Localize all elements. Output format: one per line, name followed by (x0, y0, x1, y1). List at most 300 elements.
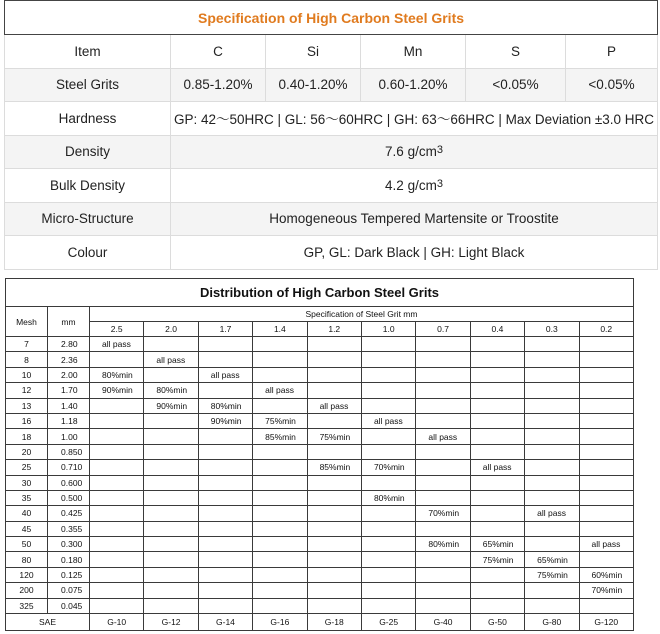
sae-grade: G-10 (90, 614, 144, 631)
spec-grit-header: Specification of Steel Grit mm (90, 307, 634, 322)
steel-grits-si: 0.40-1.20% (266, 68, 361, 102)
distribution-cell (144, 367, 198, 382)
distribution-cell (253, 537, 307, 552)
mm-value: 0.425 (48, 506, 90, 521)
mesh-value: 50 (6, 537, 48, 552)
distribution-cell (361, 567, 415, 582)
size-header: 2.0 (144, 322, 198, 337)
mm-value: 0.180 (48, 552, 90, 567)
distribution-cell (525, 521, 579, 536)
distribution-cell (361, 352, 415, 367)
sae-grade: G-14 (198, 614, 252, 631)
mm-value: 1.00 (48, 429, 90, 444)
distribution-cell (579, 398, 633, 413)
distribution-cell (307, 506, 361, 521)
distribution-cell (198, 429, 252, 444)
steel-grits-s: <0.05% (466, 68, 566, 102)
distribution-cell (90, 398, 144, 413)
distribution-cell (361, 583, 415, 598)
distribution-cell (90, 567, 144, 582)
distribution-cell (361, 521, 415, 536)
distribution-cell (90, 552, 144, 567)
distribution-cell (307, 475, 361, 490)
density-label: Density (5, 135, 171, 169)
spec-title: Specification of High Carbon Steel Grits (5, 1, 658, 35)
mesh-value: 35 (6, 490, 48, 505)
table-row (6, 552, 634, 567)
distribution-cell (579, 521, 633, 536)
distribution-cell (361, 598, 415, 613)
distribution-cell (579, 413, 633, 428)
distribution-cell (198, 552, 252, 567)
distribution-cell (525, 460, 579, 475)
distribution-cell: 80%min (90, 367, 144, 382)
distribution-cell: all pass (198, 367, 252, 382)
distribution-cell (307, 413, 361, 428)
bulk-density-value: 4.2 g/cm (385, 177, 437, 193)
distribution-cell: 75%min (470, 552, 524, 567)
header-s: S (466, 35, 566, 69)
hardness-label: Hardness (5, 102, 171, 136)
distribution-cell (525, 583, 579, 598)
distribution-cell (198, 352, 252, 367)
distribution-cell (579, 552, 633, 567)
distribution-cell (416, 460, 470, 475)
distribution-cell (198, 567, 252, 582)
distribution-cell: 75%min (525, 567, 579, 582)
spec-title-row (5, 1, 658, 35)
distribution-cell: 85%min (253, 429, 307, 444)
distribution-cell: 60%min (579, 567, 633, 582)
sae-grade: G-25 (361, 614, 415, 631)
steel-grits-label: Steel Grits (5, 68, 171, 102)
distribution-cell (253, 552, 307, 567)
distribution-cell: all pass (525, 506, 579, 521)
distribution-cell (307, 598, 361, 613)
distribution-cell: 65%min (470, 537, 524, 552)
density-row (5, 135, 658, 169)
distribution-cell (198, 490, 252, 505)
distribution-cell (144, 567, 198, 582)
mm-header: mm (48, 307, 90, 337)
distribution-cell (90, 598, 144, 613)
distribution-cell: all pass (144, 352, 198, 367)
distribution-cell (525, 444, 579, 459)
distribution-cell: 80%min (361, 490, 415, 505)
distribution-cell: 80%min (416, 537, 470, 552)
header-c: C (171, 35, 266, 69)
size-header: 0.7 (416, 322, 470, 337)
specification-table (4, 0, 658, 270)
distribution-cell (253, 398, 307, 413)
size-header: 1.4 (253, 322, 307, 337)
distribution-title: Distribution of High Carbon Steel Grits (6, 279, 634, 307)
bulk-density-label: Bulk Density (5, 169, 171, 203)
distribution-cell (90, 583, 144, 598)
distribution-cell (198, 537, 252, 552)
bulk-density-row (5, 169, 658, 203)
bulk-density-unit-exponent: 3 (436, 177, 443, 190)
distribution-cell (470, 367, 524, 382)
mesh-value: 13 (6, 398, 48, 413)
hardness-row (5, 102, 658, 136)
distribution-cell: 80%min (144, 383, 198, 398)
distribution-cell (470, 383, 524, 398)
distribution-cell (90, 460, 144, 475)
mm-value: 0.710 (48, 460, 90, 475)
distribution-cell (198, 444, 252, 459)
distribution-cell (361, 537, 415, 552)
distribution-cell (90, 429, 144, 444)
distribution-cell (198, 460, 252, 475)
distribution-cell (579, 367, 633, 382)
distribution-cell (579, 490, 633, 505)
distribution-cell (307, 383, 361, 398)
distribution-cell: 80%min (198, 398, 252, 413)
distribution-cell: 90%min (198, 413, 252, 428)
distribution-cell (470, 352, 524, 367)
colour-row (5, 236, 658, 270)
distribution-cell (525, 429, 579, 444)
distribution-cell (307, 521, 361, 536)
steel-grits-c: 0.85-1.20% (171, 68, 266, 102)
distribution-cell (144, 490, 198, 505)
distribution-cell (253, 521, 307, 536)
distribution-cell (525, 598, 579, 613)
distribution-cell: all pass (90, 337, 144, 352)
distribution-cell: all pass (253, 383, 307, 398)
distribution-cell (579, 506, 633, 521)
distribution-cell (198, 521, 252, 536)
distribution-cell (144, 506, 198, 521)
distribution-cell (525, 475, 579, 490)
distribution-cell (525, 352, 579, 367)
size-header-row (6, 322, 634, 337)
size-header: 2.5 (90, 322, 144, 337)
distribution-cell (470, 567, 524, 582)
distribution-cell (416, 383, 470, 398)
distribution-cell (144, 537, 198, 552)
mm-value: 0.850 (48, 444, 90, 459)
mesh-value: 7 (6, 337, 48, 352)
distribution-cell (416, 583, 470, 598)
distribution-cell (307, 367, 361, 382)
sae-label: SAE (6, 614, 90, 631)
distribution-cell: 70%min (579, 583, 633, 598)
distribution-cell (416, 352, 470, 367)
mm-value: 0.125 (48, 567, 90, 582)
distribution-cell (525, 337, 579, 352)
mesh-header: Mesh (6, 307, 48, 337)
mesh-value: 12 (6, 383, 48, 398)
header-si: Si (266, 35, 361, 69)
mesh-value: 200 (6, 583, 48, 598)
distribution-cell (579, 598, 633, 613)
distribution-cell: 70%min (361, 460, 415, 475)
size-header: 0.3 (525, 322, 579, 337)
distribution-cell: all pass (361, 413, 415, 428)
mesh-value: 20 (6, 444, 48, 459)
distribution-cell (579, 352, 633, 367)
mesh-value: 16 (6, 413, 48, 428)
distribution-cell (525, 367, 579, 382)
spec-header-row (5, 35, 658, 69)
distribution-cell: all pass (470, 460, 524, 475)
distribution-cell (307, 537, 361, 552)
distribution-cell (361, 506, 415, 521)
colour-label: Colour (5, 236, 171, 270)
distribution-cell (144, 552, 198, 567)
sae-grade: G-12 (144, 614, 198, 631)
table-row (6, 383, 634, 398)
sae-grade: G-40 (416, 614, 470, 631)
distribution-cell (307, 583, 361, 598)
distribution-cell (470, 598, 524, 613)
distribution-cell (198, 383, 252, 398)
distribution-cell (470, 475, 524, 490)
distribution-cell (144, 429, 198, 444)
mesh-value: 8 (6, 352, 48, 367)
size-header: 0.2 (579, 322, 633, 337)
size-header: 0.4 (470, 322, 524, 337)
distribution-cell (90, 490, 144, 505)
mm-value: 0.075 (48, 583, 90, 598)
mm-value: 1.70 (48, 383, 90, 398)
distribution-cell (361, 475, 415, 490)
distribution-cell (144, 521, 198, 536)
table-row (6, 413, 634, 428)
distribution-cell (579, 337, 633, 352)
bulk-density-cell (171, 169, 658, 203)
distribution-cell: 85%min (307, 460, 361, 475)
hardness-value: GP: 42～50HRC | GL: 56～60HRC | GH: 63～66HRC | Max Deviation ±3.0 HRC (171, 102, 658, 136)
distribution-cell (90, 444, 144, 459)
distribution-cell (198, 337, 252, 352)
distribution-cell (470, 398, 524, 413)
table-row (6, 567, 634, 582)
table-row (6, 475, 634, 490)
micro-structure-value: Homogeneous Tempered Martensite or Troostite (171, 202, 658, 236)
distribution-cell (253, 367, 307, 382)
distribution-cell (253, 583, 307, 598)
distribution-cell (525, 490, 579, 505)
distribution-cell (416, 475, 470, 490)
distribution-cell (470, 521, 524, 536)
distribution-cell (307, 337, 361, 352)
distribution-cell (144, 337, 198, 352)
mesh-value: 80 (6, 552, 48, 567)
mesh-value: 18 (6, 429, 48, 444)
mesh-value: 30 (6, 475, 48, 490)
distribution-cell (144, 598, 198, 613)
distribution-cell (307, 567, 361, 582)
distribution-cell (416, 490, 470, 505)
distribution-cell (253, 567, 307, 582)
distribution-cell (416, 367, 470, 382)
distribution-cell (361, 337, 415, 352)
distribution-cell (144, 475, 198, 490)
header-p: P (566, 35, 658, 69)
distribution-cell (253, 490, 307, 505)
distribution-cell (361, 398, 415, 413)
distribution-cell (470, 337, 524, 352)
distribution-cell (253, 352, 307, 367)
colour-value: GP, GL: Dark Black | GH: Light Black (171, 236, 658, 270)
distribution-cell (90, 537, 144, 552)
distribution-cell (579, 460, 633, 475)
distribution-cell (416, 398, 470, 413)
distribution-cell (525, 398, 579, 413)
size-header: 1.2 (307, 322, 361, 337)
distribution-cell (579, 429, 633, 444)
distribution-cell (307, 490, 361, 505)
distribution-cell: 70%min (416, 506, 470, 521)
table-row (6, 352, 634, 367)
distribution-cell (253, 598, 307, 613)
micro-structure-label: Micro-Structure (5, 202, 171, 236)
table-row (6, 583, 634, 598)
distribution-cell (198, 475, 252, 490)
distribution-cell (579, 475, 633, 490)
mm-value: 0.300 (48, 537, 90, 552)
distribution-cell: all pass (416, 429, 470, 444)
distribution-cell (198, 506, 252, 521)
distribution-cell (307, 444, 361, 459)
steel-grits-row (5, 68, 658, 102)
mesh-value: 120 (6, 567, 48, 582)
distribution-cell (198, 598, 252, 613)
mesh-value: 40 (6, 506, 48, 521)
density-value: 7.6 g/cm (385, 144, 437, 160)
distribution-cell (144, 583, 198, 598)
distribution-cell (579, 444, 633, 459)
distribution-cell (416, 444, 470, 459)
distribution-cell (470, 490, 524, 505)
distribution-cell (470, 583, 524, 598)
table-row (6, 367, 634, 382)
distribution-cell (416, 598, 470, 613)
mm-value: 2.00 (48, 367, 90, 382)
distribution-figure (5, 278, 635, 630)
table-row (6, 337, 634, 352)
mm-value: 1.18 (48, 413, 90, 428)
distribution-cell (416, 567, 470, 582)
distribution-cell (416, 521, 470, 536)
density-cell (171, 135, 658, 169)
size-header: 1.0 (361, 322, 415, 337)
table-row (6, 521, 634, 536)
distribution-cell (144, 413, 198, 428)
distribution-title-row (6, 279, 634, 307)
sae-grade: G-120 (579, 614, 633, 631)
table-row (6, 598, 634, 613)
distribution-cell (416, 552, 470, 567)
distribution-cell (361, 429, 415, 444)
distribution-cell (470, 429, 524, 444)
distribution-cell (470, 444, 524, 459)
mm-value: 1.40 (48, 398, 90, 413)
table-row (6, 537, 634, 552)
table-row (6, 490, 634, 505)
distribution-cell (253, 475, 307, 490)
steel-grits-mn: 0.60-1.20% (361, 68, 466, 102)
distribution-cell (416, 337, 470, 352)
header-item: Item (5, 35, 171, 69)
mm-value: 0.355 (48, 521, 90, 536)
distribution-cell: 65%min (525, 552, 579, 567)
distribution-cell (579, 383, 633, 398)
mm-value: 0.600 (48, 475, 90, 490)
table-row (6, 460, 634, 475)
distribution-cell (253, 460, 307, 475)
distribution-cell (525, 537, 579, 552)
header-mn: Mn (361, 35, 466, 69)
table-row (6, 398, 634, 413)
distribution-cell: all pass (579, 537, 633, 552)
distribution-cell (144, 460, 198, 475)
density-unit-exponent: 3 (436, 144, 443, 157)
distribution-cell (90, 413, 144, 428)
distribution-cell (144, 444, 198, 459)
mesh-value: 25 (6, 460, 48, 475)
distribution-cell (416, 413, 470, 428)
distribution-cell (361, 444, 415, 459)
distribution-cell (253, 506, 307, 521)
distribution-cell (525, 383, 579, 398)
distribution-cell: 90%min (90, 383, 144, 398)
distribution-header-row (6, 307, 634, 322)
distribution-cell (253, 337, 307, 352)
distribution-cell (90, 521, 144, 536)
size-header: 1.7 (198, 322, 252, 337)
micro-structure-row (5, 202, 658, 236)
distribution-cell: 90%min (144, 398, 198, 413)
distribution-cell (361, 383, 415, 398)
mesh-value: 10 (6, 367, 48, 382)
distribution-table (5, 278, 634, 631)
sae-grade: G-80 (525, 614, 579, 631)
distribution-cell (90, 352, 144, 367)
distribution-cell (525, 413, 579, 428)
distribution-cell: all pass (307, 398, 361, 413)
distribution-cell (90, 475, 144, 490)
distribution-cell (307, 552, 361, 567)
sae-grade: G-50 (470, 614, 524, 631)
table-row (6, 506, 634, 521)
distribution-cell (361, 552, 415, 567)
mm-value: 2.36 (48, 352, 90, 367)
mm-value: 0.045 (48, 598, 90, 613)
mesh-value: 325 (6, 598, 48, 613)
distribution-cell: 75%min (307, 429, 361, 444)
mesh-value: 45 (6, 521, 48, 536)
distribution-cell (361, 367, 415, 382)
sae-grade: G-18 (307, 614, 361, 631)
table-row (6, 429, 634, 444)
distribution-cell: 75%min (253, 413, 307, 428)
distribution-cell (198, 583, 252, 598)
table-row (6, 444, 634, 459)
mm-value: 2.80 (48, 337, 90, 352)
mm-value: 0.500 (48, 490, 90, 505)
distribution-cell (90, 506, 144, 521)
distribution-cell (470, 506, 524, 521)
steel-grits-p: <0.05% (566, 68, 658, 102)
distribution-cell (470, 413, 524, 428)
distribution-cell (253, 444, 307, 459)
sae-grade: G-16 (253, 614, 307, 631)
sae-row (6, 614, 634, 631)
